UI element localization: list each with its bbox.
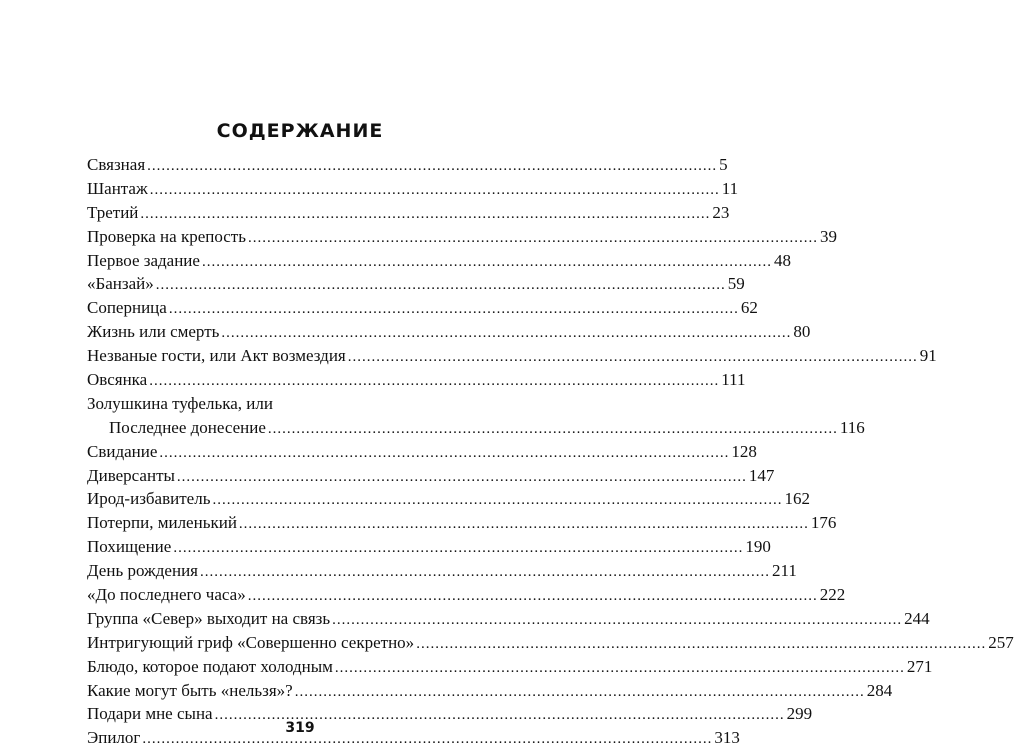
leader-dots: ........................................................................................................................ [142, 731, 713, 748]
toc-entry [87, 272, 745, 296]
leader-dots: ........................................................................................................................ [199, 564, 770, 581]
toc-entry-page: 62 [740, 298, 758, 318]
toc-entry-page: 147 [748, 465, 775, 485]
toc-entry [87, 464, 775, 488]
leader-dots: ........................................................................................................................ [201, 253, 772, 270]
toc-entry-page: 23 [712, 202, 730, 222]
toc-entry-label: Похищение [87, 537, 172, 557]
toc-entry [87, 153, 728, 177]
toc-entry-label: Овсянка [87, 370, 148, 390]
leader-dots: ........................................................................................................................ [248, 229, 818, 246]
toc-entry-page: 11 [721, 178, 739, 198]
toc-entry [87, 607, 930, 631]
toc-entry-page: 284 [866, 680, 893, 700]
toc-entry [87, 511, 837, 535]
toc-entry-label: Какие могут быть «нельзя»? [87, 680, 293, 700]
leader-dots: ........................................................................................................................ [247, 588, 818, 605]
leader-dots: ........................................................................................................................ [149, 181, 720, 198]
leader-dots: ........................................................................................................................ [149, 373, 720, 390]
toc-entry-label: Диверсанты [87, 465, 175, 485]
toc-entry [87, 368, 746, 392]
toc-entry-page: 80 [793, 322, 811, 342]
leader-dots: ........................................................................................................................ [173, 540, 744, 557]
toc-entry-page: 128 [731, 441, 757, 461]
toc-entry [87, 225, 837, 249]
toc-entry-page: 111 [721, 370, 746, 390]
toc-entry-label: Ирод-избавитель [87, 489, 211, 509]
toc-entry [87, 440, 757, 464]
toc-entry [87, 249, 791, 273]
leader-dots: ........................................................................................................................ [147, 158, 718, 174]
leader-dots: ........................................................................................................................ [212, 492, 783, 509]
toc-entry-page: 244 [904, 608, 930, 628]
toc-entry-label: Связная [87, 155, 146, 174]
toc-entry-page: 190 [745, 537, 771, 557]
leader-dots: ........................................................................................................................ [238, 516, 809, 533]
toc-entry-page: 91 [919, 346, 937, 366]
toc-entry-page: 59 [727, 274, 745, 294]
toc-entry-label: Блюдо, которое подают холодным [87, 656, 333, 676]
leader-dots: ........................................................................................................................ [140, 205, 711, 222]
toc-entry [87, 296, 758, 320]
toc-entry-wrapped-line [87, 392, 515, 416]
toc-entry-page: 222 [819, 585, 846, 605]
toc-entry-page: 5 [719, 155, 728, 174]
leader-dots: ........................................................................................................................ [159, 444, 730, 461]
toc-entry-label: Последнее донесение [109, 417, 266, 437]
leader-dots: ........................................................................................................................ [176, 468, 747, 485]
leader-dots: ........................................................................................................................ [267, 420, 838, 437]
toc-entry [87, 201, 730, 225]
toc-entry [87, 583, 846, 607]
toc-entry [87, 679, 893, 703]
toc-entry-label: Группа «Север» выходит на связь [87, 608, 331, 628]
leader-dots: ........................................................................................................................ [334, 659, 905, 676]
toc-entry-page: 176 [810, 513, 837, 533]
toc-entry-label: Эпилог [87, 728, 141, 748]
leader-dots: ........................................................................................................................ [221, 325, 792, 342]
toc-entry [87, 487, 810, 511]
toc-entry-page: 257 [988, 632, 1014, 652]
toc-entry-page: 48 [773, 250, 791, 270]
toc-entry [87, 177, 739, 201]
toc-entry-label: Свидание [87, 441, 158, 461]
toc-entry-label: Потерпи, миленький [87, 513, 237, 533]
toc-entry [87, 344, 937, 368]
leader-dots: ........................................................................................................................ [332, 611, 903, 628]
toc-entry-label-line1: Золушкина туфелька, или [87, 393, 273, 413]
toc-entry-page: 39 [820, 226, 837, 246]
toc-entry-label: Первое задание [87, 250, 200, 270]
toc-entry-page: 211 [771, 561, 797, 581]
leader-dots: ........................................................................................................................ [416, 635, 987, 652]
toc-entry [87, 416, 865, 440]
toc-entry [87, 559, 797, 583]
toc-entry-label: Незваные гости, или Акт возмездия [87, 346, 346, 366]
toc-entry [87, 655, 933, 679]
table-of-contents [87, 153, 1014, 750]
leader-dots: ........................................................................................................................ [294, 683, 865, 700]
toc-entry-label: День рождения [87, 561, 198, 581]
toc-entry-label: Интригующий гриф «Совершенно секретно» [87, 632, 415, 652]
toc-entry-label: «До последнего часа» [87, 585, 246, 605]
leader-dots: ........................................................................................................................ [155, 277, 726, 294]
toc-entry-label: Третий [87, 202, 139, 222]
toc-entry [87, 631, 1014, 655]
toc-entry [87, 320, 811, 344]
toc-entry-label: Шантаж [87, 178, 148, 198]
toc-entry-page: 162 [784, 489, 810, 509]
toc-entry-page: 313 [714, 728, 740, 748]
leader-dots: ........................................................................................................................ [168, 301, 739, 318]
leader-dots: ........................................................................................................................ [347, 349, 918, 366]
page-number: 319 [285, 720, 315, 736]
toc-entry [87, 535, 771, 559]
toc-entry-label: Соперница [87, 298, 167, 318]
leader-dots: ........................................................................................................................ [214, 707, 785, 724]
toc-entry-page: 271 [906, 656, 933, 676]
toc-entry-label: Жизнь или смерть [87, 322, 220, 342]
toc-entry-page: 116 [839, 417, 865, 437]
toc-title: СОДЕРЖАНИЕ [216, 120, 384, 142]
toc-entry-label: Подари мне сына [87, 704, 213, 724]
toc-entry-label: Проверка на крепость [87, 226, 246, 246]
toc-entry-label: «Банзай» [87, 274, 154, 294]
toc-entry-page: 299 [786, 704, 813, 724]
